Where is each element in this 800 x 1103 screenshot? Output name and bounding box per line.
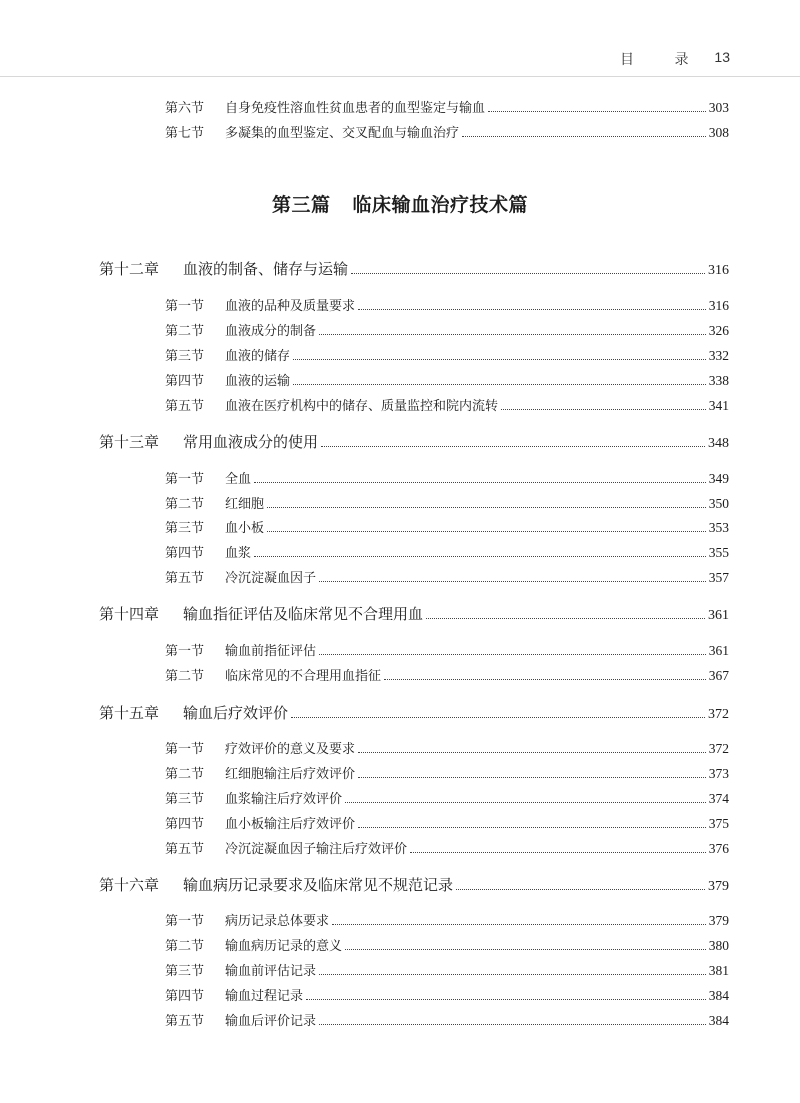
toc-section-entry[interactable] xyxy=(165,640,729,660)
running-header xyxy=(0,49,800,69)
section-page: 381 xyxy=(708,963,729,978)
chapter-title: 输血病历记录要求及临床常见不规范记录 xyxy=(183,876,454,894)
dot-leader xyxy=(306,999,706,1000)
dot-leader xyxy=(384,679,706,680)
section-page: 303 xyxy=(708,100,729,115)
chapter-number: 第十二章 xyxy=(99,260,160,278)
section-page: 367 xyxy=(708,668,729,683)
section-title: 疗效评价的意义及要求 xyxy=(225,742,356,757)
dot-leader xyxy=(267,531,706,532)
toc-section-entry[interactable] xyxy=(165,468,729,488)
section-title: 病历记录总体要求 xyxy=(225,914,330,929)
section-number: 第三节 xyxy=(165,349,205,364)
section-page: 308 xyxy=(708,125,729,140)
toc-chapter-entry[interactable] xyxy=(99,258,729,280)
toc-section-entry[interactable] xyxy=(165,935,729,955)
toc-section-entry[interactable] xyxy=(165,320,729,340)
toc-section-entry[interactable] xyxy=(165,517,729,537)
dot-leader xyxy=(488,111,706,112)
section-number: 第三节 xyxy=(165,521,205,536)
section-title: 血液在医疗机构中的储存、质量监控和院内流转 xyxy=(225,399,499,414)
toc-section-entry[interactable] xyxy=(165,985,729,1005)
dot-leader xyxy=(293,359,706,360)
dot-leader xyxy=(410,852,706,853)
chapter-page: 361 xyxy=(708,608,729,623)
section-page: 375 xyxy=(708,816,729,831)
toc-chapter-entry[interactable] xyxy=(99,874,729,896)
toc-section-entry[interactable] xyxy=(165,960,729,980)
section-title: 全血 xyxy=(225,472,252,487)
section-number: 第一节 xyxy=(165,472,205,487)
dot-leader xyxy=(319,581,706,582)
section-title: 输血病历记录的意义 xyxy=(225,939,343,954)
toc-section-entry[interactable] xyxy=(165,345,729,365)
section-title: 自身免疫性溶血性贫血患者的血型鉴定与输血 xyxy=(225,101,486,116)
section-number: 第二节 xyxy=(165,669,205,684)
section-number: 第五节 xyxy=(165,1014,205,1029)
toc-section-entry[interactable] xyxy=(165,813,729,833)
dot-leader xyxy=(501,409,706,410)
dot-leader xyxy=(345,949,706,950)
section-number: 第五节 xyxy=(165,842,205,857)
dot-leader xyxy=(319,654,706,655)
toc-chapter-entry[interactable] xyxy=(99,603,729,625)
chapter-title: 常用血液成分的使用 xyxy=(183,433,319,451)
toc-chapter-entry[interactable] xyxy=(99,431,729,453)
dot-leader xyxy=(358,309,706,310)
part-heading xyxy=(0,190,800,217)
section-page: 332 xyxy=(708,348,729,363)
chapter-number: 第十六章 xyxy=(99,876,160,894)
section-page: 355 xyxy=(708,545,729,560)
section-title: 多凝集的血型鉴定、交叉配血与输血治疗 xyxy=(225,126,460,141)
section-page: 384 xyxy=(708,988,729,1003)
section-page: 384 xyxy=(708,1013,729,1028)
section-number: 第七节 xyxy=(165,126,205,141)
section-number: 第一节 xyxy=(165,644,205,659)
section-title: 输血前指征评估 xyxy=(225,644,317,659)
section-number: 第二节 xyxy=(165,324,205,339)
dot-leader xyxy=(254,482,706,483)
chapter-page: 348 xyxy=(708,436,729,451)
section-number: 第五节 xyxy=(165,399,205,414)
dot-leader xyxy=(456,889,705,890)
section-page: 316 xyxy=(708,298,729,313)
toc-section-entry[interactable] xyxy=(165,493,729,513)
dot-leader xyxy=(332,924,706,925)
section-number: 第一节 xyxy=(165,914,205,929)
toc-section-entry[interactable] xyxy=(165,763,729,783)
toc-section-entry[interactable] xyxy=(165,295,729,315)
section-title: 输血前评估记录 xyxy=(225,964,317,979)
toc-section-entry[interactable] xyxy=(165,542,729,562)
section-number: 第四节 xyxy=(165,817,205,832)
section-page: 341 xyxy=(708,398,729,413)
dot-leader xyxy=(254,556,706,557)
section-number: 第四节 xyxy=(165,546,205,561)
section-page: 373 xyxy=(708,766,729,781)
dot-leader xyxy=(319,1024,706,1025)
section-number: 第五节 xyxy=(165,571,205,586)
dot-leader xyxy=(291,717,705,718)
section-title: 血液的运输 xyxy=(225,374,291,389)
chapter-number: 第十四章 xyxy=(99,605,160,623)
chapter-page: 379 xyxy=(708,879,729,894)
section-title: 血浆输注后疗效评价 xyxy=(225,792,343,807)
chapter-title: 血液的制备、储存与运输 xyxy=(183,260,349,278)
section-page: 353 xyxy=(708,520,729,535)
section-page: 349 xyxy=(708,471,729,486)
section-title: 血液成分的制备 xyxy=(225,324,317,339)
part-number: 第三篇 xyxy=(271,194,331,216)
chapter-number: 第十五章 xyxy=(99,704,160,722)
section-title: 血小板 xyxy=(225,521,265,536)
toc-section-entry[interactable] xyxy=(165,97,729,117)
section-number: 第四节 xyxy=(165,374,205,389)
section-title: 血液的品种及质量要求 xyxy=(225,299,356,314)
section-page: 350 xyxy=(708,496,729,511)
section-title: 输血后评价记录 xyxy=(225,1014,317,1029)
section-title: 血液的储存 xyxy=(225,349,291,364)
dot-leader xyxy=(351,273,705,274)
section-page: 326 xyxy=(708,323,729,338)
toc-section-entry[interactable] xyxy=(165,122,729,142)
section-number: 第三节 xyxy=(165,964,205,979)
section-page: 379 xyxy=(708,913,729,928)
section-page: 376 xyxy=(708,841,729,856)
section-page: 372 xyxy=(708,741,729,756)
section-page: 374 xyxy=(708,791,729,806)
section-number: 第一节 xyxy=(165,299,205,314)
section-title: 冷沉淀凝血因子输注后疗效评价 xyxy=(225,842,408,857)
dot-leader xyxy=(358,827,706,828)
section-title: 临床常见的不合理用血指征 xyxy=(225,669,382,684)
section-page: 357 xyxy=(708,570,729,585)
header-rule xyxy=(0,76,800,77)
dot-leader xyxy=(293,384,706,385)
toc-section-entry[interactable] xyxy=(165,370,729,390)
chapter-page: 316 xyxy=(708,263,729,278)
toc-section-entry[interactable] xyxy=(165,910,729,930)
section-number: 第六节 xyxy=(165,101,205,116)
section-page: 338 xyxy=(708,373,729,388)
chapter-title: 输血后疗效评价 xyxy=(183,704,289,722)
section-number: 第二节 xyxy=(165,767,205,782)
toc-section-entry[interactable] xyxy=(165,1010,729,1030)
section-number: 第二节 xyxy=(165,497,205,512)
chapter-title: 输血指征评估及临床常见不合理用血 xyxy=(183,605,424,623)
toc-section-entry[interactable] xyxy=(165,395,729,415)
section-title: 冷沉淀凝血因子 xyxy=(225,571,317,586)
section-title: 血浆 xyxy=(225,546,252,561)
section-title: 红细胞 xyxy=(225,497,265,512)
section-title: 血小板输注后疗效评价 xyxy=(225,817,356,832)
section-title: 输血过程记录 xyxy=(225,989,304,1004)
toc-chapter-entry[interactable] xyxy=(99,702,729,724)
section-number: 第二节 xyxy=(165,939,205,954)
toc-section-entry[interactable] xyxy=(165,738,729,758)
dot-leader xyxy=(358,777,706,778)
toc-section-entry[interactable] xyxy=(165,567,729,587)
toc-section-entry[interactable] xyxy=(165,788,729,808)
chapter-number: 第十三章 xyxy=(99,433,160,451)
header-page-number: 13 xyxy=(714,49,730,65)
section-number: 第四节 xyxy=(165,989,205,1004)
toc-section-entry[interactable] xyxy=(165,838,729,858)
section-page: 361 xyxy=(708,643,729,658)
chapter-page: 372 xyxy=(708,707,729,722)
part-title: 临床输血治疗技术篇 xyxy=(352,194,529,216)
dot-leader xyxy=(319,974,706,975)
section-number: 第一节 xyxy=(165,742,205,757)
header-title: 目 录 xyxy=(620,52,707,68)
dot-leader xyxy=(345,802,706,803)
dot-leader xyxy=(462,136,706,137)
toc-section-entry[interactable] xyxy=(165,665,729,685)
dot-leader xyxy=(321,446,705,447)
dot-leader xyxy=(426,618,705,619)
dot-leader xyxy=(267,507,706,508)
section-title: 红细胞输注后疗效评价 xyxy=(225,767,356,782)
dot-leader xyxy=(358,752,706,753)
section-number: 第三节 xyxy=(165,792,205,807)
section-page: 380 xyxy=(708,938,729,953)
dot-leader xyxy=(319,334,706,335)
